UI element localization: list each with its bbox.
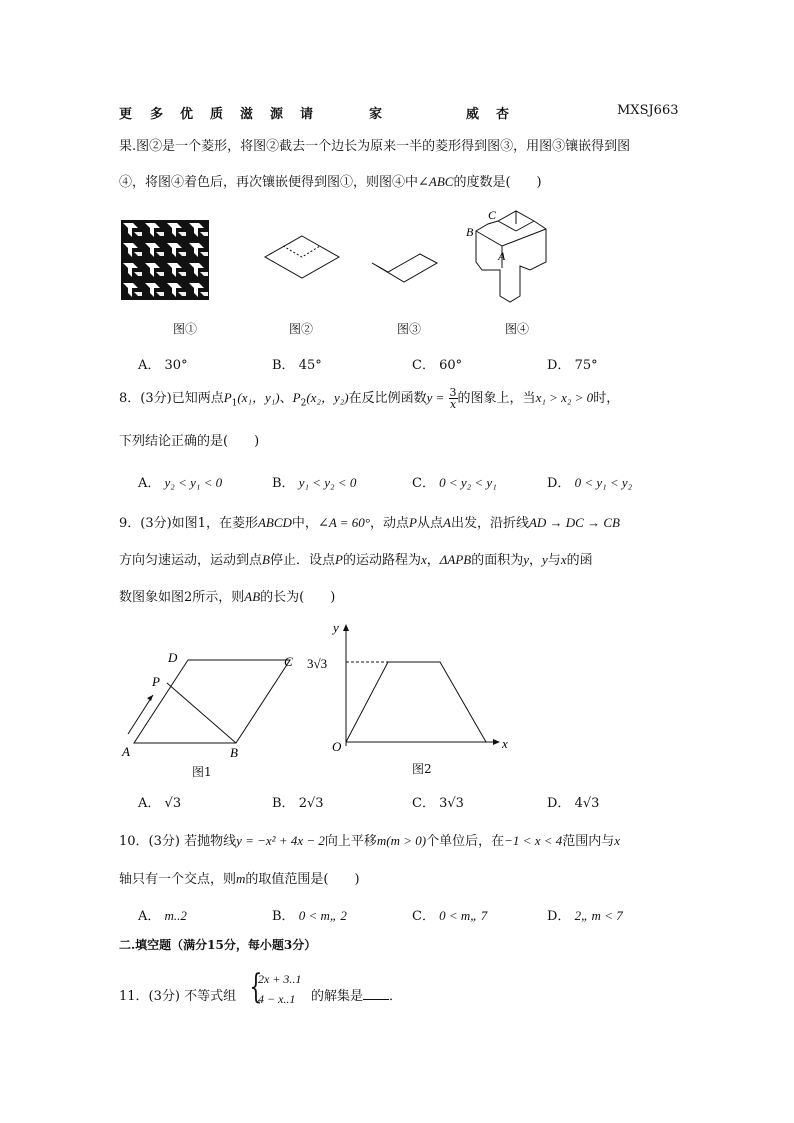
q7-figure-4-shape <box>462 206 558 310</box>
header-word: 源 <box>270 107 285 122</box>
q7-figure-1 <box>121 220 209 300</box>
q8-line2: 下列结论正确的是( ) <box>119 434 260 449</box>
point-label-b: B <box>466 225 474 239</box>
q7-line1: 果.图②是一个菱形，将图②截去一个边长为原来一半的菱形得到图③，用图③镶嵌得到图 <box>119 139 631 154</box>
q7-figure-3-shape <box>369 250 441 292</box>
q7-line2: ④，将图④着色后，再次镶嵌便得到图①，则图④中∠ABC的度数是( ) <box>119 174 542 190</box>
page-header <box>0 103 794 121</box>
header-code: MXSJ663 <box>617 103 679 118</box>
header-word: 优 <box>180 107 195 122</box>
figure-label: 图④ <box>505 322 530 336</box>
fraction-3-over-x: $\frac{3}{x}$ <box>449 386 457 411</box>
point-label-c: C <box>488 208 497 222</box>
q9-figure-2-graph <box>300 618 520 758</box>
svg-text:P: P <box>152 674 160 689</box>
header-word: 更 <box>119 107 134 122</box>
svg-text:y: y <box>333 620 339 635</box>
point-label-a: A <box>498 249 506 263</box>
q9-line1: 9．(3分)如图1，在菱形ABCD中，∠A = 60°，动点P从点A出发，沿折线AD → DC → CB <box>119 515 620 531</box>
header-word: 家 <box>369 107 384 122</box>
figure-caption-2: 图2 <box>412 762 432 776</box>
q8-option-a[interactable]: A． y₂ < y₁ < 0 <box>138 475 223 491</box>
svg-text:3√3: 3√3 <box>307 656 328 671</box>
q7-option-c[interactable]: C． 60° <box>412 358 463 373</box>
q11-inequality-2: 4 − x..1 <box>258 992 296 1006</box>
svg-text:D: D <box>168 650 178 665</box>
header-word: 滋 <box>240 107 255 122</box>
q9-option-b[interactable]: B． 2√3 <box>272 796 324 811</box>
q11-inequality-1: 2x + 3..1 <box>258 972 302 986</box>
svg-text:C: C <box>284 654 293 669</box>
q8-line1: 8．(3分)已知两点$P_1(x_1$，y₁)、$P_2(x_2$，y₂)在反比例函数y = $\frac{3}{x}$ 的图象上，当x₁ > x₂ > 0时， <box>119 386 620 411</box>
q7-option-a[interactable]: A． 30° <box>138 358 188 373</box>
q10-option-c[interactable]: C． 0 < m„ 7 <box>412 908 488 924</box>
q10-option-b[interactable]: B． 0 < m„ 2 <box>272 908 347 924</box>
header-word: 请 <box>300 107 315 122</box>
answer-blank[interactable] <box>363 988 389 1000</box>
svg-text:B: B <box>230 745 238 760</box>
q9-line3: 数图象如图2所示，则AB的长为( ) <box>119 589 336 605</box>
q9-line2: 方向匀速运动，运动到点B停止．设点P的运动路程为x，ΔAPB的面积为y，y与x的函 <box>119 552 593 568</box>
brace-symbol: { <box>249 967 263 1007</box>
q9-figure-1-rhombus <box>116 646 306 766</box>
q9-option-c[interactable]: C． 3√3 <box>412 796 464 811</box>
angle-abc: ∠ABC <box>418 174 454 189</box>
q11-text-a: 11．(3分) 不等式组 <box>119 989 237 1004</box>
figure-label: 图③ <box>397 322 422 336</box>
figure-caption-1: 图1 <box>192 765 212 779</box>
figure-label: 图① <box>173 322 198 336</box>
section-heading: 二.填空题（满分15分，每小题3分） <box>119 938 317 952</box>
q9-option-d[interactable]: D． 4√3 <box>547 796 600 811</box>
header-word: 质 <box>210 107 225 122</box>
q8-option-d[interactable]: D． 0 < y₁ < y₂ <box>547 475 633 491</box>
header-word: 多 <box>150 107 165 122</box>
q8-option-b[interactable]: B． y₁ < y₂ < 0 <box>272 475 357 491</box>
header-word: 威 <box>466 107 481 122</box>
figure-label: 图② <box>289 322 314 336</box>
q9-option-a[interactable]: A． √3 <box>138 796 182 811</box>
q10-option-d[interactable]: D． 2„ m < 7 <box>547 908 623 924</box>
q7-option-d[interactable]: D． 75° <box>547 358 598 373</box>
q10-line2: 轴只有一个交点，则m的取值范围是( ) <box>119 871 360 887</box>
q10-line1: 10．(3分) 若抛物线y = −x² + 4x − 2向上平移m(m > 0)个单位后，在−1 < x < 4范围内与x <box>119 833 621 849</box>
q11-tail: 的解集是 ． <box>311 989 403 1004</box>
q7-figure-2-rhombus <box>262 234 342 280</box>
q10-option-a[interactable]: A． m..2 <box>138 908 187 924</box>
q8-option-c[interactable]: C． 0 < y₂ < y₁ <box>412 475 497 491</box>
svg-text:x: x <box>502 736 508 751</box>
q7-option-b[interactable]: B． 45° <box>272 358 322 373</box>
svg-text:O: O <box>332 739 342 754</box>
header-word: 杏 <box>496 107 511 122</box>
svg-text:A: A <box>122 744 130 759</box>
